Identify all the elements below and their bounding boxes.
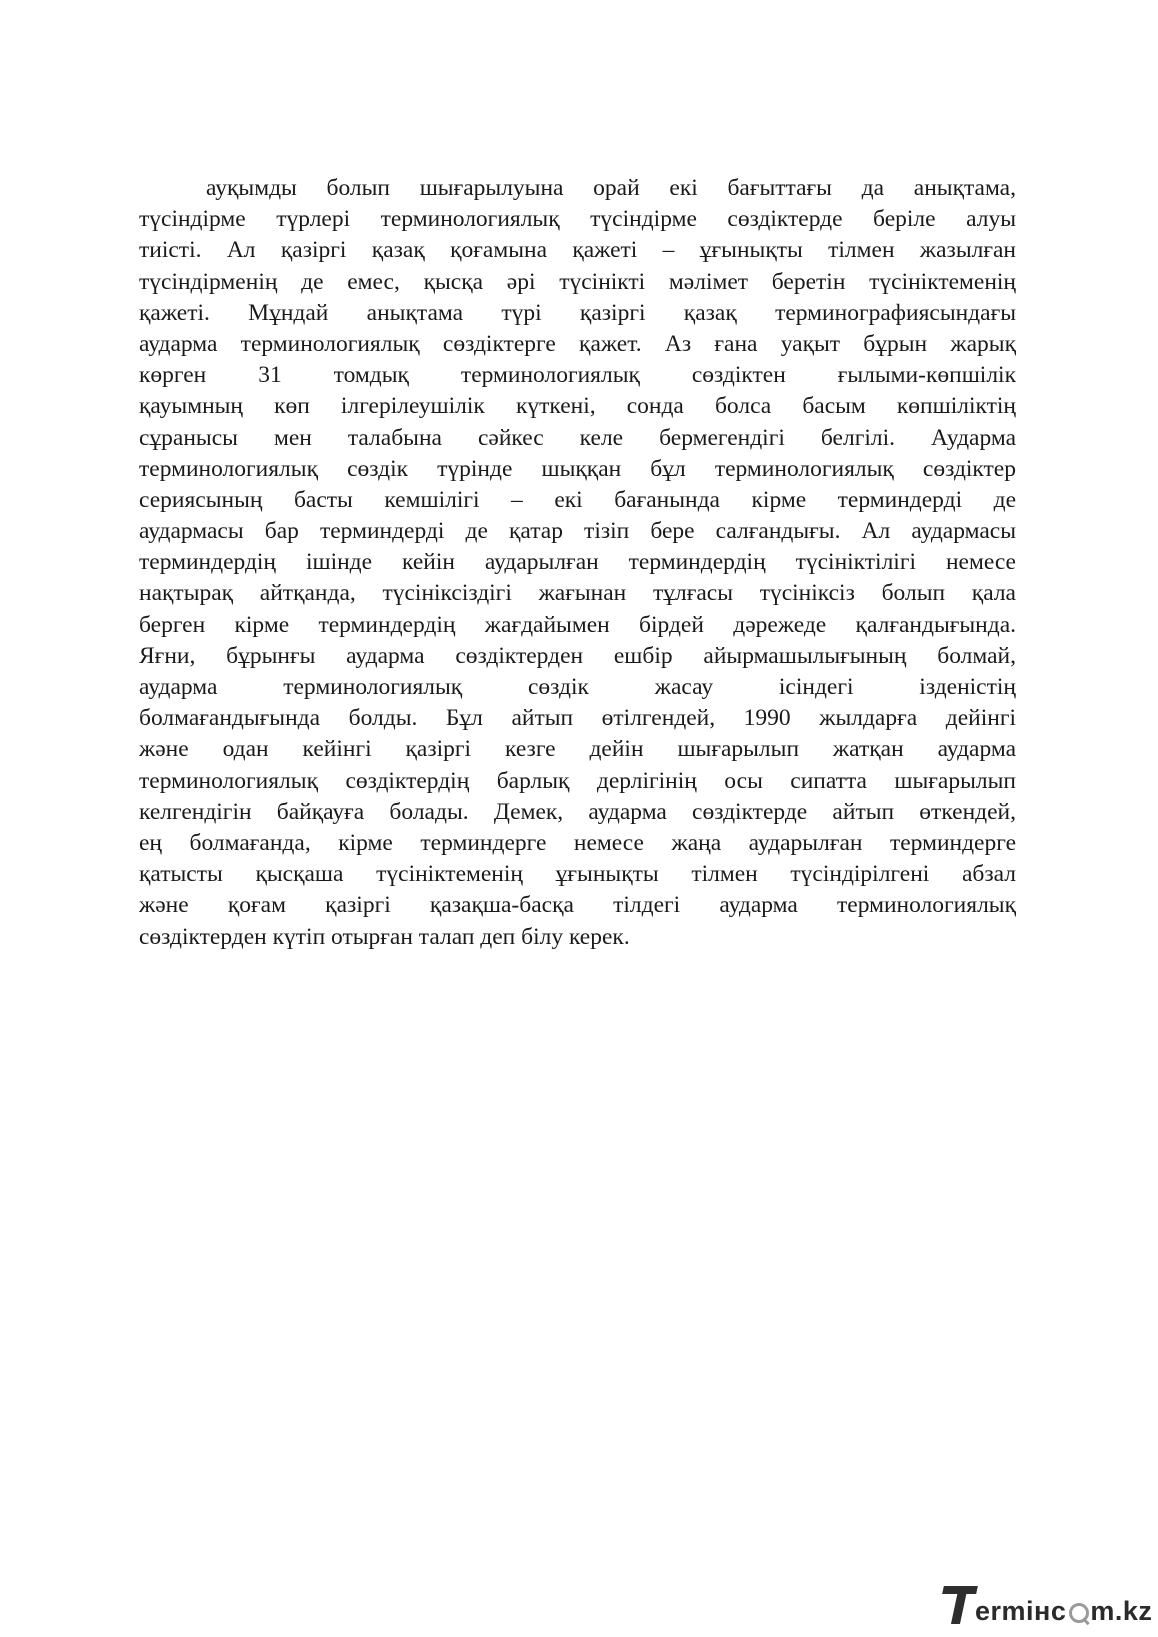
- termincom-logo: [943, 1582, 1152, 1626]
- text-line: түсіндірменің де емес, қысқа әрі түсінікті мәлімет беретін түсініктеменің: [139, 268, 1016, 295]
- text-line: ең болмағанда, кірме терминдерге немесе жаңа аударылған терминдерге: [139, 829, 1016, 856]
- logo-text-end: m.kz: [1090, 1596, 1153, 1626]
- text-line: болмағандығында болды. Бұл айтып өтілгендей, 1990 жылдарға дейінгі: [139, 705, 1016, 732]
- text-line: ауқымды болып шығарылуына орай екі бағыттағы да анықтама,: [206, 175, 1016, 201]
- text-line: және қоғам қазіргі қазақша-басқа тілдегі аударма терминологиялық: [139, 892, 1016, 919]
- text-line: келгендігін байқауға болады. Демек, аударма сөздіктерде айтып өткендей,: [139, 798, 1016, 825]
- text-line: сұранысы мен талабына сәйкес келе бермегендігі белгілі. Аударма: [139, 424, 1016, 451]
- text-line: қауымның көп ілгерілеушілік күткені, сонда болса басым көпшіліктің: [139, 393, 1016, 420]
- text-line: терминологиялық сөздік түрінде шыққан бұл терминологиялық сөздіктер: [139, 455, 1016, 482]
- text-line: аударма терминологиялық сөздіктерге қажет. Аз ғана уақыт бұрын жарық: [139, 330, 1016, 357]
- text-line: Яғни, бұрынғы аударма сөздіктерден ешбір айырмашылығының болмай,: [139, 642, 1016, 669]
- text-line: терминологиялық сөздіктердің барлық дерлігінің осы сипатта шығарылып: [139, 767, 1016, 794]
- text-line: қажеті. Мұндай анықтама түрі қазіргі қазақ терминографиясындағы: [139, 299, 1016, 326]
- logo-text-start: ermінс: [975, 1596, 1067, 1626]
- text-line: берген кірме терминдердің жағдайымен бірдей дәрежеде қалғандығында.: [139, 611, 1016, 638]
- text-line: сериясының басты кемшілігі – екі бағанында кірме терминдерді де: [139, 486, 1016, 513]
- logo-text: [975, 1596, 1152, 1626]
- logo-t-mark: [943, 1584, 977, 1626]
- text-line: аудармасы бар терминдерді де қатар тізіп бере салғандығы. Ал аудармасы: [139, 518, 1016, 545]
- text-line: қатысты қысқаша түсініктеменің ұғынықты тілмен түсіндірілгені абзал: [139, 861, 1016, 888]
- text-line: көрген 31 томдық терминологиялық сөздіктен ғылыми-көпшілік: [139, 362, 1016, 389]
- paragraph: [139, 173, 1016, 953]
- text-line: түсіндірме түрлері терминологиялық түсіндірме сөздіктерде беріле алуы: [139, 206, 1016, 233]
- text-line: және одан кейінгі қазіргі кезге дейін шығарылып жатқан аударма: [139, 736, 1016, 763]
- text-line: терминдердің ішінде кейін аударылған терминдердің түсініктілігі немесе: [139, 549, 1016, 576]
- magnifier-icon: [1067, 1601, 1089, 1623]
- text-line: нақтырақ айтқанда, түсініксіздігі жағынан тұлғасы түсініксіз болып қала: [139, 580, 1016, 607]
- text-line: сөздіктерден күтіп отырған талап деп білу керек.: [139, 923, 630, 950]
- text-line: аударма терминологиялық сөздік жасау ісіндегі ізденістің: [139, 674, 1016, 700]
- text-line: тиісті. Ал қазіргі қазақ қоғамына қажеті – ұғынықты тілмен жазылған: [139, 237, 1016, 264]
